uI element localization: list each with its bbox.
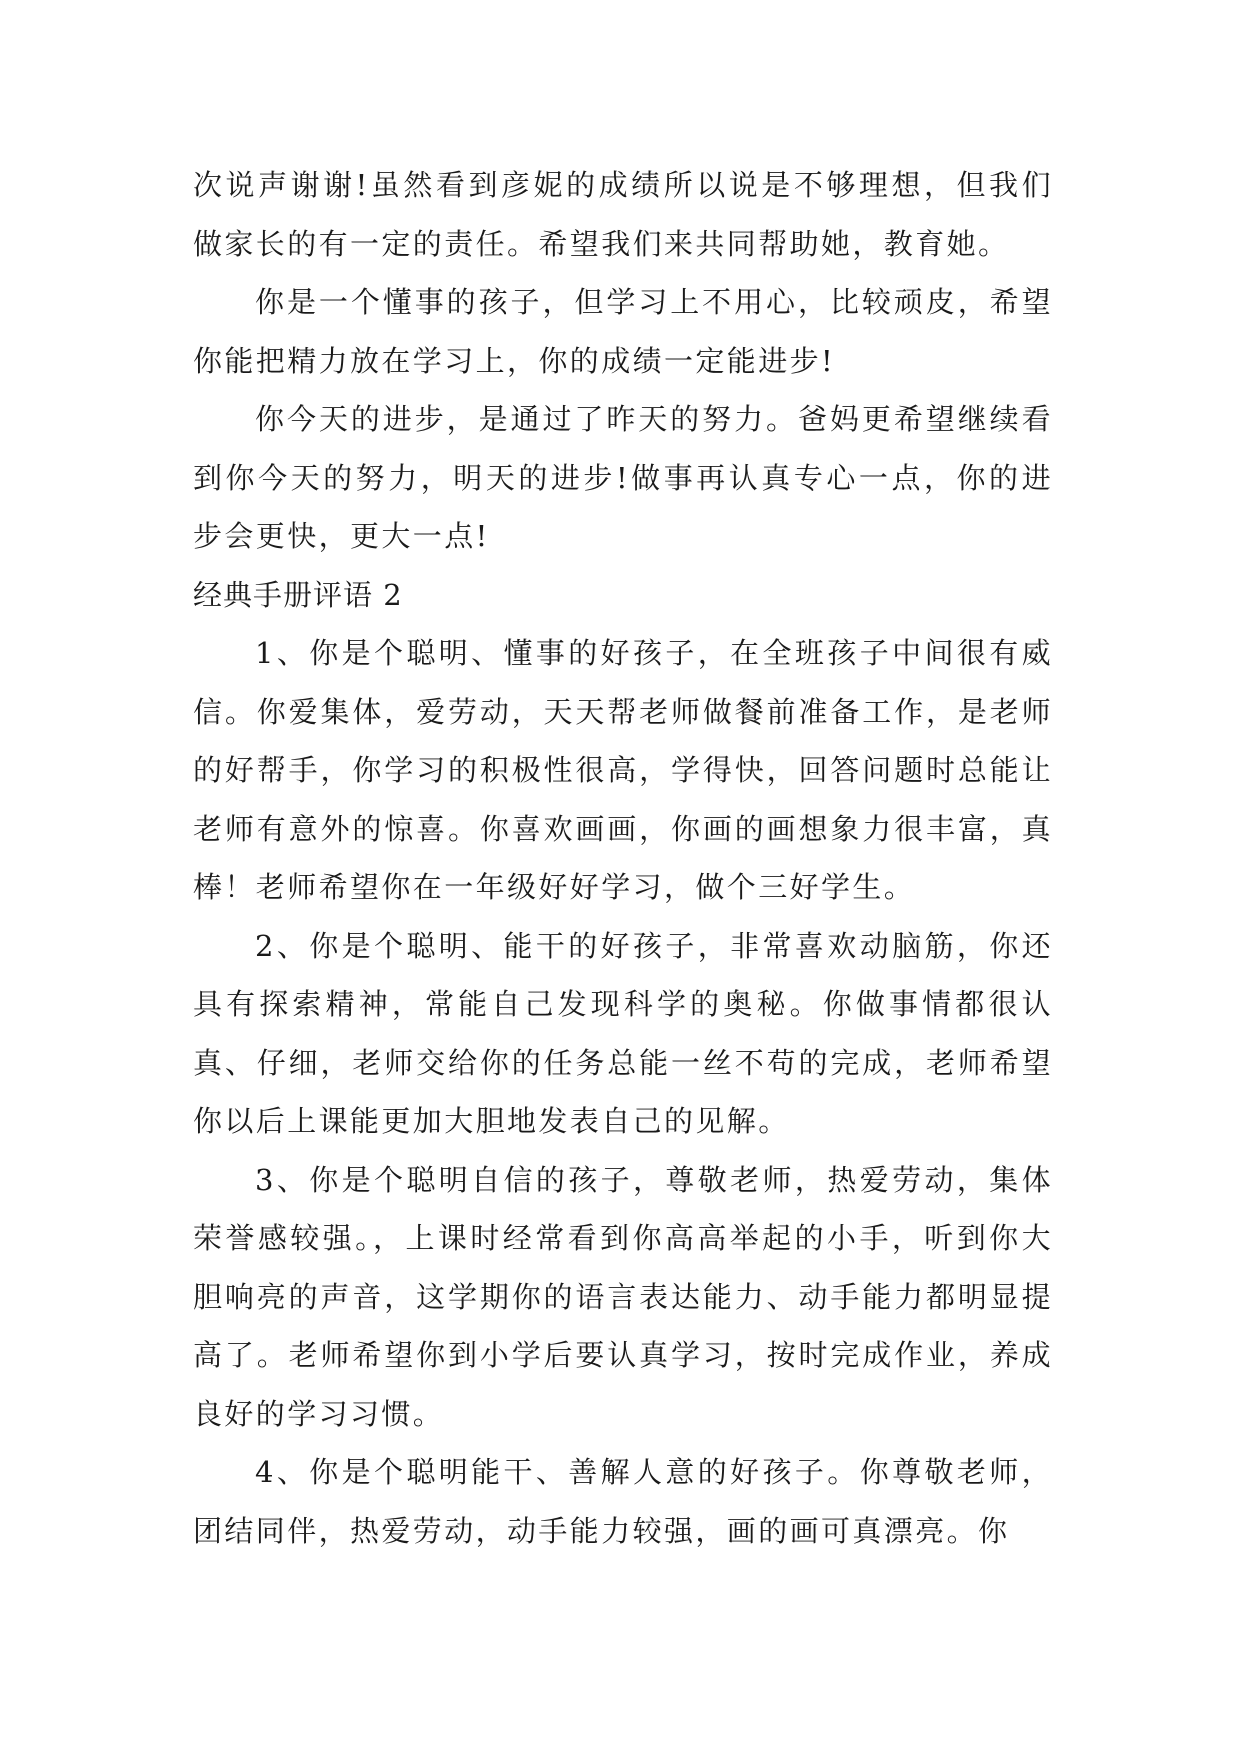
paragraph-continued: 次说声谢谢!虽然看到彦妮的成绩所以说是不够理想，但我们做家长的有一定的责任。希望我们来共同帮助她，教育她。 <box>193 168 1053 261</box>
document-body <box>193 156 1053 1560</box>
list-item: 3、你是个聪明自信的孩子，尊敬老师，热爱劳动，集体荣誉感较强。，上课时经常看到你高高举起的小手，听到你大胆响亮的声音，这学期你的语言表达能力、动手能力都明显提高了。老师希望你到小学后要认真学习，按时完成作业，养成良好的学习习惯。 <box>193 1162 1053 1431</box>
paragraph-comment: 你是一个懂事的孩子，但学习上不用心，比较顽皮，希望你能把精力放在学习上，你的成绩一定能进步! <box>193 285 1053 378</box>
paragraph-comment: 你今天的进步，是通过了昨天的努力。爸妈更希望继续看到你今天的努力，明天的进步!做事再认真专心一点，你的进步会更快，更大一点! <box>193 402 1053 553</box>
list-item: 1、你是个聪明、懂事的好孩子，在全班孩子中间很有威信。你爱集体，爱劳动，天天帮老师做餐前准备工作，是老师的好帮手，你学习的积极性很高，学得快，回答问题时总能让老师有意外的惊喜。你喜欢画画，你画的画想象力很丰富，真棒！老师希望你在一年级好好学习，做个三好学生。 <box>193 636 1053 904</box>
list-item: 4、你是个聪明能干、善解人意的好孩子。你尊敬老师，团结同伴，热爱劳动，动手能力较强，画的画可真漂亮。你 <box>193 1455 1053 1548</box>
section-heading: 经典手册评语 2 <box>193 577 403 612</box>
list-item: 2、你是个聪明、能干的好孩子，非常喜欢动脑筋，你还具有探索精神，常能自己发现科学的奥秘。你做事情都很认真、仔细，老师交给你的任务总能一丝不苟的完成，老师希望你以后上课能更加大胆地发表自己的见解。 <box>193 928 1053 1138</box>
